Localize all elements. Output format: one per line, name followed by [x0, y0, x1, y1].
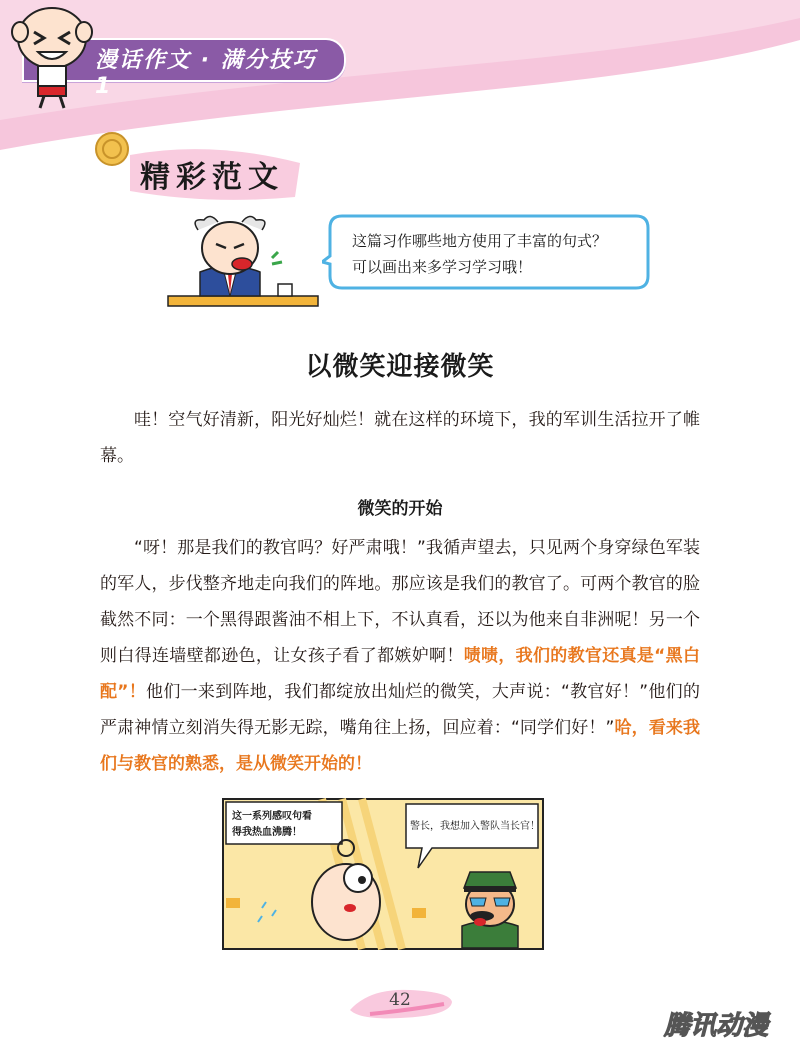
essay-paragraph: 哇！空气好清新，阳光好灿烂！就在这样的环境下，我的军训生活拉开了帷幕。 [100, 410, 700, 466]
watermark-text: 腾讯动漫 [664, 1011, 769, 1041]
paragraph-text: “呀！那是我们的教官吗？好严肃哦！”我循声望去，只见两个身穿绿色军装的军人，步伐整齐地走向我们的阵地。那应该是我们的教官了。可两个教官的脸截然不同：一个黑得跟酱油不相上下，不认真看，还以为他来自非洲呢！另一个则白得连墙壁都逊色，让女孩子看了都嫉妒啊！ [100, 538, 700, 666]
page-number: 42 [389, 990, 411, 1010]
watermark-logo [660, 1002, 790, 1044]
essay-subheading: 微笑的开始 [357, 499, 443, 519]
bubble-line: 可以画出来多学习学习哦！ [352, 258, 533, 276]
comic-speech-right: 警长，我想加入警队当长官！ [410, 821, 540, 832]
comic-caption-left: 得我热血沸腾！ [232, 827, 302, 838]
comic-panel [222, 798, 544, 950]
teacher-character-icon [160, 210, 335, 315]
series-title: 漫话作文 · 满分技巧 1 [95, 48, 317, 99]
essay-paragraph [100, 530, 700, 782]
paragraph-text: 他们一来到阵地，我们都绽放出灿烂的微笑，大声说：“教官好！”他们的严肃神情立刻消失得无影无踪，嘴角往上扬，回应着：“同学们好！” [100, 682, 700, 738]
mascot-boy-icon [8, 2, 100, 110]
essay-title: 以微笑迎接微笑 [305, 352, 495, 382]
bubble-line: 这篇习作哪些地方使用了丰富的句式？ [352, 232, 608, 250]
highlighted-sentence: 啧啧，我们的教官还真是“黑白配”！ [100, 646, 700, 702]
speech-bubble-text [352, 228, 642, 280]
highlighted-sentence: 哈，看来我们与教官的熟悉，是从微笑开始的！ [100, 718, 700, 774]
section-title: 精彩范文 [140, 160, 284, 195]
comic-caption-left: 这一系列感叹句看 [232, 811, 312, 822]
